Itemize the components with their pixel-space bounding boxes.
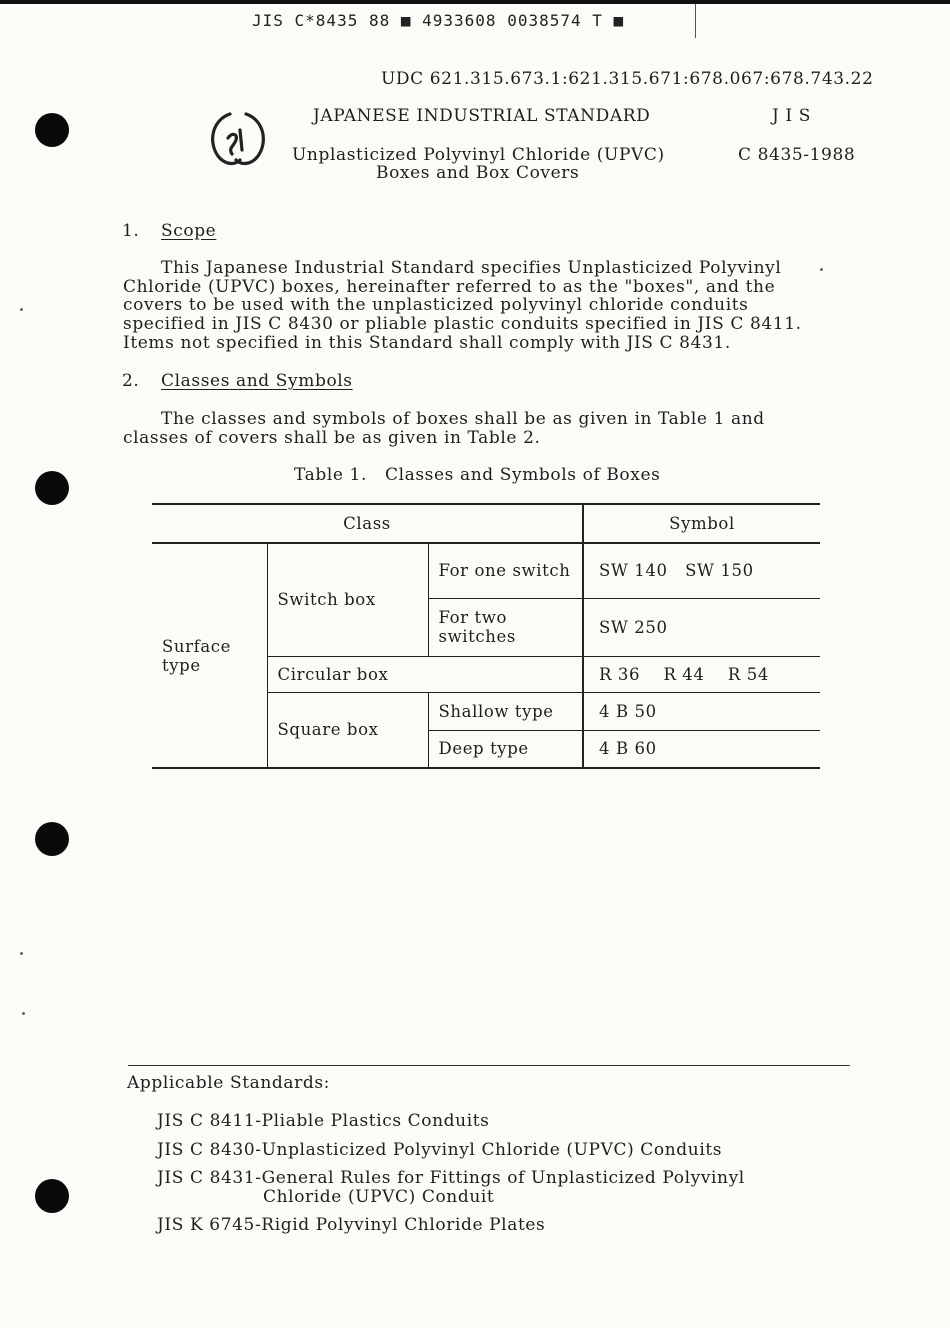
header-divider [695, 4, 696, 38]
table-cell-symbol: SW 250 [583, 598, 820, 656]
classes-text-line: The classes and symbols of boxes shall be as given in Table 1 and [161, 409, 765, 429]
scan-speck [820, 268, 823, 271]
table-cell-surface-type: Surface type [152, 543, 267, 768]
standard-number: C 8435-1988 [738, 145, 856, 165]
applicable-heading: Applicable Standards: [127, 1073, 330, 1093]
table-cell-symbol: R 36 R 44 R 54 [583, 656, 820, 692]
document-title-line2: Boxes and Box Covers [376, 163, 580, 183]
table-cell-one-switch: For one switch [428, 543, 583, 598]
applicable-item: JIS C 8431-General Rules for Fittings of Unplasticized Polyvinyl [157, 1168, 745, 1188]
scope-text-line: Chloride (UPVC) boxes, hereinafter referred to as the "boxes", and the [123, 277, 776, 297]
applicable-item: JIS C 8430-Unplasticized Polyvinyl Chloride (UPVC) Conduits [157, 1140, 723, 1160]
table-cell-circular-box: Circular box [267, 656, 583, 692]
scan-speck [20, 308, 23, 311]
section-heading-classes: Classes and Symbols [161, 371, 353, 391]
table-cell-switch-box: Switch box [267, 543, 428, 656]
applicable-item-continuation: Chloride (UPVC) Conduit [263, 1187, 495, 1207]
punch-hole-icon [35, 1179, 69, 1213]
section-heading-scope: Scope [161, 221, 217, 241]
scan-speck [22, 1012, 25, 1015]
table-cell-symbol: SW 140 SW 150 [583, 543, 820, 598]
document-title-line1: Unplasticized Polyvinyl Chloride (UPVC) [292, 145, 665, 165]
punch-hole-icon [35, 113, 69, 147]
section-number: 1. [122, 221, 140, 241]
scope-text-line: Items not specified in this Standard shall comply with JIS C 8431. [123, 333, 731, 353]
punch-hole-icon [35, 471, 69, 505]
punch-hole-icon [35, 822, 69, 856]
footnote-rule [128, 1065, 850, 1066]
table-cell-square-box: Square box [267, 692, 428, 768]
jis-label: J I S [772, 106, 811, 126]
table-header-class: Class [152, 504, 583, 543]
table-cell-symbol: 4 B 60 [583, 730, 820, 768]
applicable-item: JIS C 8411-Pliable Plastics Conduits [157, 1111, 490, 1131]
scope-text-line: This Japanese Industrial Standard specifies Unplasticized Polyvinyl [161, 258, 782, 278]
scan-speck [20, 952, 23, 955]
table-cell-symbol: 4 B 50 [583, 692, 820, 730]
scope-text-line: covers to be used with the unplasticized polyvinyl chloride conduits [123, 295, 749, 315]
table-header-symbol: Symbol [583, 504, 820, 543]
classes-text-line: classes of covers shall be as given in Table 2. [123, 428, 541, 448]
table-cell-two-switches: For two switches [428, 598, 583, 656]
section-number: 2. [122, 371, 140, 391]
scope-text-line: specified in JIS C 8430 or pliable plastic conduits specified in JIS C 8411. [123, 314, 802, 334]
classes-symbols-table [152, 503, 820, 769]
header-code: JIS C*8435 88 ■ 4933608 0038574 T ■ [252, 11, 625, 30]
page-top-border [0, 0, 950, 4]
standard-label: JAPANESE INDUSTRIAL STANDARD [313, 106, 651, 126]
jis-mark-icon [206, 108, 270, 172]
table-cell-shallow-type: Shallow type [428, 692, 583, 730]
table-caption: Table 1. Classes and Symbols of Boxes [294, 465, 661, 485]
applicable-item: JIS K 6745-Rigid Polyvinyl Chloride Plates [157, 1215, 546, 1235]
table-cell-deep-type: Deep type [428, 730, 583, 768]
udc-code: UDC 621.315.673.1:621.315.671:678.067:678.743.22 [381, 69, 874, 89]
